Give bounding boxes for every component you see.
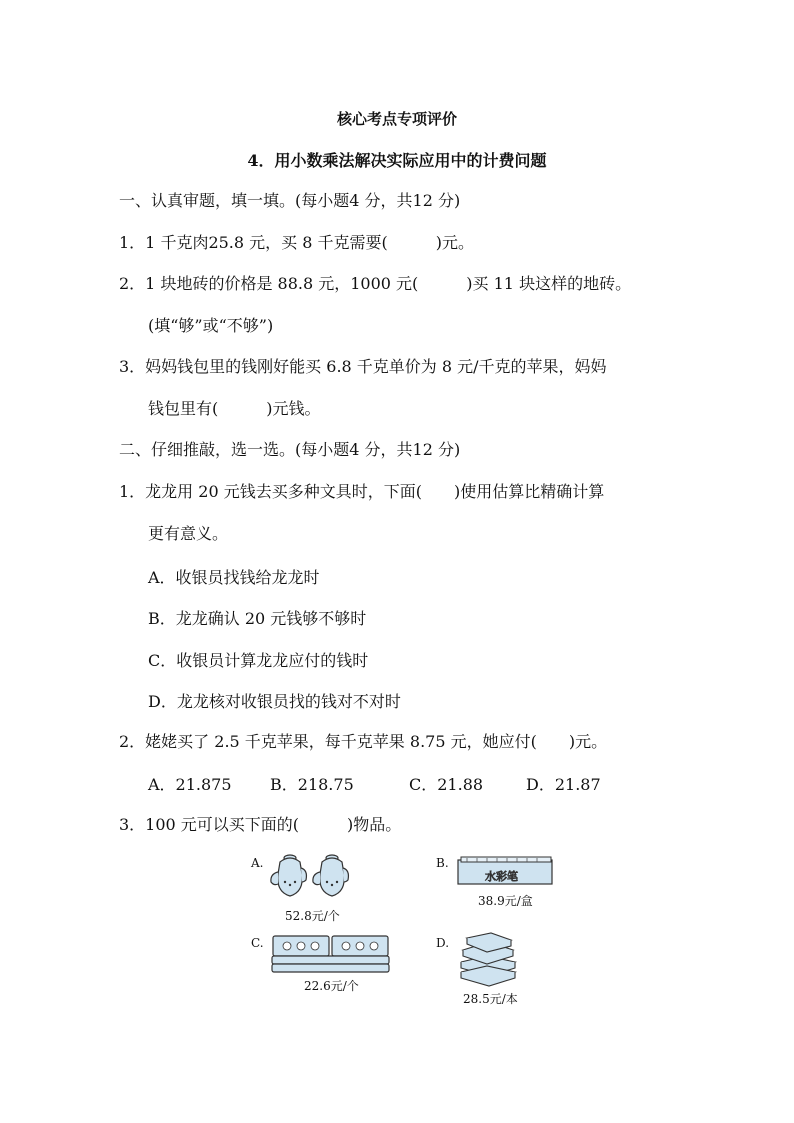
s2-q2-option-d: D．21.87 <box>526 775 601 794</box>
figure-d-price: 28.5元/本 <box>463 992 518 1006</box>
figure-a-letter: A. <box>251 856 264 870</box>
s2-q1-option-c: C．收银员计算龙龙应付的钱时 <box>148 651 369 670</box>
s1-question-3-line2: 钱包里有( )元钱。 <box>148 399 321 418</box>
s2-q1-option-a: A．收银员找钱给龙龙时 <box>148 568 320 587</box>
pencil-case-icon <box>271 934 391 974</box>
section2-heading: 二、仔细推敲，选一选。(每小题4 分，共12 分) <box>119 440 461 459</box>
s2-question-3: 3．100 元可以买下面的( )物品。 <box>119 815 402 834</box>
book-stack-icon <box>457 932 519 988</box>
figure-d-letter: D. <box>436 936 450 950</box>
figure-c-letter: C. <box>251 936 264 950</box>
figure-b-price: 38.9元/盒 <box>478 894 533 908</box>
s1-question-1: 1．1 千克肉25.8 元，买 8 千克需要( )元。 <box>119 233 474 252</box>
page-title: 核心考点专项评价 <box>336 110 457 128</box>
pen-box-label: 水彩笔 <box>485 870 518 883</box>
s1-question-3-line1: 3．妈妈钱包里的钱刚好能买 6.8 千克单价为 8 元/千克的苹果，妈妈 <box>119 357 607 376</box>
s2-q2-option-b: B．218.75 <box>270 775 354 794</box>
figure-a-price: 52.8元/个 <box>285 909 340 923</box>
s2-q2-option-a: A．21.875 <box>148 775 232 794</box>
figure-c-price: 22.6元/个 <box>304 979 359 993</box>
s2-q1-option-d: D．龙龙核对收银员找的钱对不对时 <box>148 692 401 711</box>
figure-b-letter: B. <box>436 856 449 870</box>
s2-question-1-line2: 更有意义。 <box>148 524 229 543</box>
s2-q2-option-c: C．21.88 <box>409 775 484 794</box>
watercolor-pen-box-icon <box>457 856 555 888</box>
s2-q1-option-b: B．龙龙确认 20 元钱够不够时 <box>148 609 367 628</box>
s2-question-2: 2．姥姥买了 2.5 千克苹果，每千克苹果 8.75 元，她应付( )元。 <box>119 732 608 751</box>
s1-question-2-line1: 2．1 块地砖的价格是 88.8 元，1000 元( )买 11 块这样的地砖。 <box>119 274 632 293</box>
s2-question-1-line1: 1．龙龙用 20 元钱去买多种文具时，下面( )使用估算比精确计算 <box>119 482 605 501</box>
s1-question-2-line2: (填“够”或“不够”) <box>148 316 274 335</box>
teapot-icon <box>268 852 358 900</box>
page-subtitle: 4．用小数乘法解决实际应用中的计费问题 <box>247 151 547 170</box>
section1-heading: 一、认真审题，填一填。(每小题4 分，共12 分) <box>119 191 461 210</box>
